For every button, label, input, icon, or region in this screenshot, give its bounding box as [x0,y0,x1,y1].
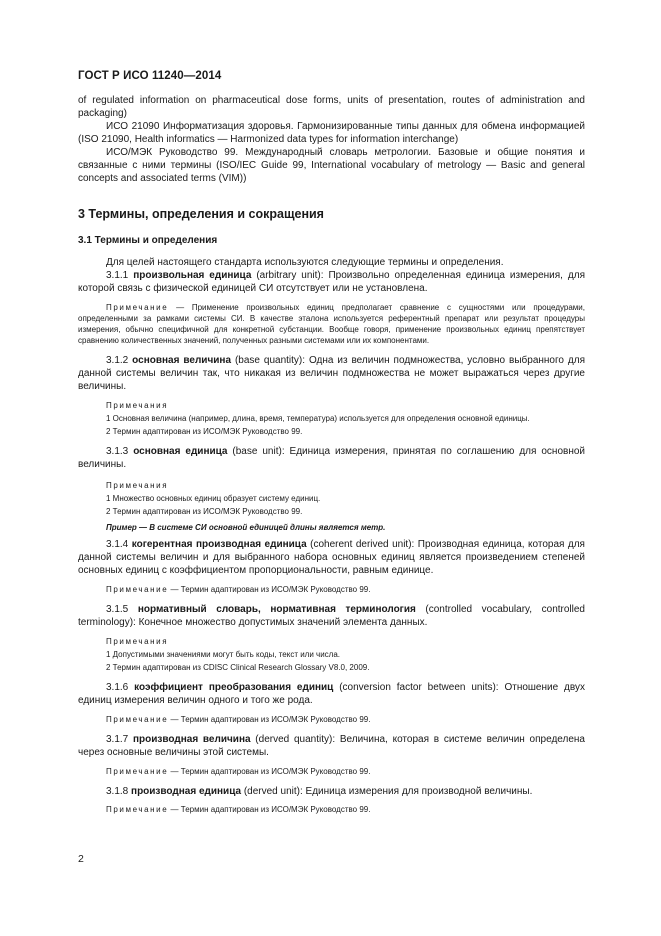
reference-continuation: of regulated information on pharmaceutical dose forms, units of presentation, routes of administration and packaging) [78,95,585,119]
term-definition-text: (coherent derived unit): Производная единица, которая для данной системы величин и для выбранного набора основных единиц является произведением степеней основных единиц с коэффициентом пропорциональности, равным единице. [78,539,585,576]
section-heading: 3 Термины, определения и сокращения [78,207,324,221]
term-name: основная единица [133,446,228,457]
term-name: когерентная производная единица [131,539,307,550]
term-number: 3.1.1 [106,270,134,281]
note-text: Термин адаптирован из ИСО/МЭК Руководство 99. [180,805,371,814]
term-definition [78,538,585,577]
example-text: Пример — В системе СИ основной единицей длины является метр. [106,523,386,532]
notes-label: Примечания [106,481,169,490]
note-item: 1 Основная величина (например, длина, время, температура) используется для определения основной единицы. [106,414,530,423]
note-text: Применение произвольных единиц предполагает сравнение с сущностями или процедурами, определенными за рамками системы СИ. В качестве эталона используется референтный препарат или результат процедуры измерения, обычно специфичной для конкретной субстанции. Вообще говоря, применение произвольных единиц препятствует сравнению количественных значений, полученных разными системами или их компонентами. [78,303,585,345]
term-definition [78,681,585,707]
term-number: 3.1.8 [106,786,132,797]
term-note: Примечание — Термин адаптирован из ИСО/МЭК Руководство 99. [106,715,371,724]
term-definition [78,785,585,798]
notes-label: Примечания [106,637,169,646]
term-name: произвольная единица [133,270,252,281]
note-text: Термин адаптирован из ИСО/МЭК Руководство 99. [180,767,371,776]
note-item: 2 Термин адаптирован из ИСО/МЭК Руководство 99. [106,427,303,436]
notes-label: Примечания [106,401,169,410]
term-definition [78,603,585,629]
standard-header: ГОСТ Р ИСО 11240—2014 [78,70,222,82]
note-item: 1 Допустимыми значениями могут быть коды, текст или числа. [106,650,341,659]
term-definition-text: (conversion factor between units): Отношение двух единиц измерения величин одного и того же рода. [78,682,585,706]
term-name: нормативный словарь, нормативная терминология [137,604,416,615]
note-item: 1 Множество основных единиц образует систему единиц. [106,494,321,503]
term-number: 3.1.6 [106,682,135,693]
term-definition-text: (derved quantity): Величина, которая в системе величин определена через основные величины этой системы. [78,734,585,758]
term-note: Примечание — Термин адаптирован из ИСО/МЭК Руководство 99. [106,585,371,594]
reference-guide-99: ИСО/МЭК Руководство 99. Международный словарь метрологии. Базовые и общие понятия и связанные с ними термины (ISO/IEC Guide 99, International vocabulary of metrology — Basic and general concepts and associated terms (VIM)) [78,147,585,184]
subsection-heading: 3.1 Термины и определения [78,235,218,246]
term-definition-text: (arbitrary unit): Произвольно определенная единица измерения, для которой связь с физической единицей СИ отсутствует или не установлена. [78,270,585,294]
term-definition [78,269,585,295]
term-note: Примечание — Термин адаптирован из ИСО/МЭК Руководство 99. [106,767,371,776]
note-item: 2 Термин адаптирован из ИСО/МЭК Руководство 99. [106,507,303,516]
term-name: производная величина [133,734,251,745]
term-number: 3.1.3 [106,446,134,457]
term-number: 3.1.2 [106,355,133,366]
term-definition [78,733,585,759]
term-name: коэффициент преобразования единиц [134,682,334,693]
note-label: Примечание [106,715,169,724]
note-label: Примечание [106,767,169,776]
term-definition-text: (base unit): Единица измерения, принятая по соглашению для основной величины. [78,446,585,470]
term-number: 3.1.7 [106,734,133,745]
note-label: Примечание [106,805,169,814]
note-text: Термин адаптирован из ИСО/МЭК Руководство 99. [180,715,371,724]
term-number: 3.1.5 [106,604,138,615]
note-label: Примечание [106,585,169,594]
page-content [78,92,585,815]
reference-iso-21090: ИСО 21090 Информатизация здоровья. Гармонизированные типы данных для обмена информацией (ISO 21090, Health informatics — Harmonized data types for information interchange) [78,121,585,145]
term-note: Примечание — Термин адаптирован из ИСО/МЭК Руководство 99. [106,805,371,814]
note-text: Термин адаптирован из ИСО/МЭК Руководство 99. [180,585,371,594]
page-number: 2 [78,853,84,865]
term-name: производная единица [131,786,242,797]
term-definition-text: (base quantity): Одна из величин подмножества, условно выбранного для данной системы величин так, что никакая из величин подмножества не может выражаться через другие величины. [78,355,585,392]
term-note: Примечание — Применение произвольных единиц предполагает сравнение с сущностями или процедурами, определенными за рамками системы СИ. В качестве эталона используется референтный препарат или результат процедуры измерения, обычно специфичной для конкретной субстанции. Вообще говоря, применение произвольных единиц препятствует сравнению количественных значений, полученных разными системами или их компонентами. [78,303,585,345]
term-definition-text: (derved unit): Единица измерения для производной величины. [241,786,533,797]
note-item: 2 Термин адаптирован из CDISC Clinical Research Glossary V8.0, 2009. [106,663,370,672]
term-definition-text: (controlled vocabulary, controlled terminology): Конечное множество допустимых значений элемента данных. [78,604,585,628]
intro-paragraph: Для целей настоящего стандарта используются следующие термины и определения. [106,257,504,268]
term-definition [78,354,585,393]
term-number: 3.1.4 [106,539,132,550]
note-label: Примечание [106,303,169,312]
term-name: основная величина [132,355,232,366]
term-definition [78,445,585,471]
